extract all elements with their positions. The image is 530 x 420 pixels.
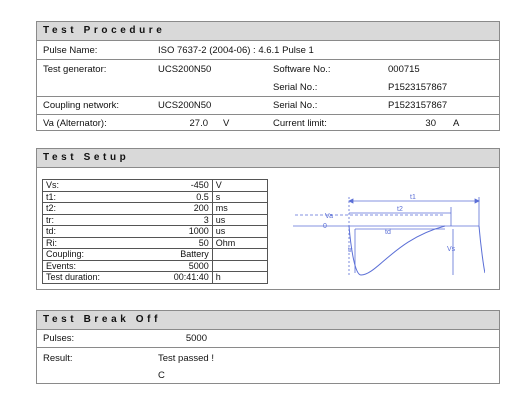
setup-value-cell: 5000 [151, 260, 212, 272]
pulses-row [37, 330, 499, 348]
setup-value-cell: 50 [151, 237, 212, 249]
setup-label-cell: Events: [43, 260, 152, 272]
setup-row [43, 180, 268, 192]
test-generator-label: Test generator: [43, 64, 107, 75]
test-procedure-header: Test Procedure [37, 22, 499, 41]
setup-value-cell: 0.5 [151, 191, 212, 203]
pulse-name-value: ISO 7637-2 (2004-06) : 4.6.1 Pulse 1 [158, 45, 314, 56]
coupling-network-row [37, 97, 499, 115]
software-no-value: 000715 [388, 64, 420, 75]
vs-label: Vs [447, 246, 456, 253]
va-label: Va [325, 213, 334, 220]
pulses-value: 5000 [185, 333, 207, 344]
zero-label: 0 [323, 223, 327, 230]
setup-label-cell: t1: [43, 191, 152, 203]
result-row [37, 348, 499, 384]
serial-no-value: P1523157867 [388, 100, 448, 111]
t1-label: t1 [410, 194, 416, 201]
va-unit: V [223, 118, 230, 129]
setup-value-cell: 200 [151, 203, 212, 215]
test-setup-section [36, 148, 500, 290]
setup-unit-cell: s [212, 191, 267, 203]
setup-unit-cell: Ohm [212, 237, 267, 249]
setup-row [43, 214, 268, 226]
td-label: td [385, 229, 391, 236]
va-value: 27.0 [189, 118, 208, 129]
result-label: Result: [43, 353, 73, 364]
current-limit-value: 30 [425, 118, 436, 129]
setup-unit-cell: V [212, 180, 267, 192]
va-label: Va (Alternator): [43, 118, 107, 129]
setup-row [43, 203, 268, 215]
current-limit-label: Current limit: [273, 118, 327, 129]
tr-label: tr [348, 247, 353, 254]
pulse-name-label: Pulse Name: [43, 45, 98, 56]
result-value: Test passed ! [158, 353, 214, 364]
setup-value-cell: 00:41:40 [151, 272, 212, 284]
t2-label: t2 [397, 206, 403, 213]
current-limit-unit: A [453, 118, 460, 129]
setup-label-cell: Ri: [43, 237, 152, 249]
setup-label-cell: td: [43, 226, 152, 238]
software-no-label: Software No.: [273, 64, 331, 75]
setup-unit-cell: us [212, 226, 267, 238]
test-procedure-section [36, 21, 500, 131]
setup-label-cell: Test duration: [43, 272, 152, 284]
test-generator-value: UCS200N50 [158, 64, 212, 75]
serial-no-label: Serial No.: [273, 100, 318, 111]
setup-label-cell: t2: [43, 203, 152, 215]
va-row [37, 115, 499, 132]
pulse-waveform-diagram [285, 189, 485, 285]
setup-label-cell: Coupling: [43, 249, 152, 261]
pulse-name-row [37, 41, 499, 60]
setup-row [43, 237, 268, 249]
setup-value-cell: 1000 [151, 226, 212, 238]
second-pulse-curve [479, 226, 485, 273]
setup-unit-cell [212, 260, 267, 272]
coupling-network-label: Coupling network: [43, 100, 120, 111]
test-generator-row [37, 60, 499, 97]
setup-parameters-table [42, 179, 268, 284]
setup-row [43, 272, 268, 284]
serial-no-value: P1523157867 [388, 82, 448, 93]
pulse-curve [349, 226, 445, 275]
setup-label-cell: Vs: [43, 180, 152, 192]
setup-label-cell: tr: [43, 214, 152, 226]
setup-unit-cell: us [212, 214, 267, 226]
setup-row [43, 191, 268, 203]
setup-row [43, 260, 268, 272]
test-setup-header: Test Setup [37, 149, 499, 168]
pulses-label: Pulses: [43, 333, 75, 344]
result-extra: C [158, 370, 165, 381]
coupling-network-value: UCS200N50 [158, 100, 212, 111]
setup-value-cell: -450 [151, 180, 212, 192]
serial-no-label: Serial No.: [273, 82, 318, 93]
setup-unit-cell: ms [212, 203, 267, 215]
setup-row [43, 226, 268, 238]
setup-row [43, 249, 268, 261]
test-break-off-section [36, 310, 500, 384]
setup-unit-cell [212, 249, 267, 261]
setup-value-cell: 3 [151, 214, 212, 226]
setup-value-cell: Battery [151, 249, 212, 261]
test-break-off-header: Test Break Off [37, 311, 499, 330]
setup-unit-cell: h [212, 272, 267, 284]
